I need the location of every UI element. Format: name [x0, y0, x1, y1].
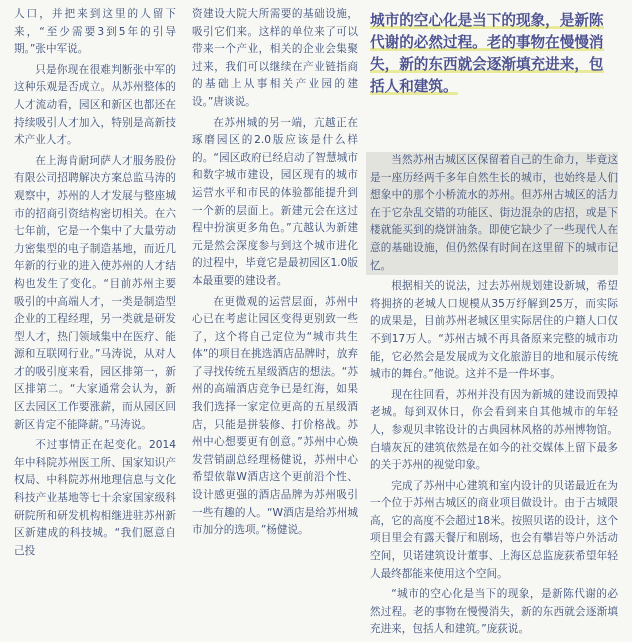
pull-quote — [370, 10, 616, 98]
column1-paragraph-3: 在上海肯耐珂萨人才服务股份有限公司招聘解决方案总监马涛的观察中，苏州的人才发展与整座城市的招商引资结构密切相关。在六七年前，它是一个集中了大量劳动力密集型的电子制造基地，而近几年新的行业的进入使苏州的人才结构也发生了变化。“目前苏州主要吸引的中高端人才，一类是制造型企业的工程经理，另一类就是研发型人才，热门领域集中在医疗、能源和互联网行业。”马涛说，从对人才的吸引度来看，园区排第一，新区排第二。“大家通常会认为，新区去园区工作要涨薪，而从园区回新区肯定不能降薪。”马涛说。 — [14, 154, 176, 431]
column3-paragraph-2: 根据相关的说法，过去苏州规划建设新城，希望将拥挤的老城人口规模从35万纾解到25万，而实际的成果是，目前苏州老城区里实际居住的户籍人口仅不到17万人。“苏州古城不再具备原来完整的城市功能，它必然会是发展成为文化旅游目的地和展示传统城市的舞台。”他说。这并不是一件坏事。 — [370, 280, 618, 381]
column1-paragraph-4: 不过事情正在起变化。2014年中科院苏州医工所、国家知识产权局、中科院苏州地理信息与文化科技产业基地等七十余家国家级科研院所和研发机构相继进驻苏州新区新建成的科技城。“我们愿意自己投 — [14, 439, 176, 557]
column2-paragraph-1: 资建设大院大所需要的基础设施，吸引它们来。这样的单位来了可以带来一个产业，相关的企业会集聚过来，我们可以继续在产业链指商的基础上从事相关产业园的建设。”唐谈说。 — [192, 8, 358, 108]
pull-quote-text: 城市的空心化是当下的现象，是新陈代谢的必然过程。老的事物在慢慢消失，新的东西就会逐渐填充进来，包括人和建筑。 — [370, 12, 604, 95]
column2-paragraph-3: 在更微观的运营层面，苏州中心已在考虑让园区变得更别致一些了，这个将自己定位为“城市共生体”的项目在挑选酒店品牌时，放弃了寻找传统五星级酒店的想法。“苏州的高端酒店竞争已是红海，如果我们选择一家定位更高的五星级酒店，只能是拼装修、打价格战。苏州中心想要更有创意。”苏州中心焕发营销副总经理杨健说，苏州中心希望依靠W酒店这个更前沿个性、设计感更强的酒店品牌为苏州吸引一些有趣的人。“W酒店是给苏州城市加分的选项。”杨健说。 — [192, 295, 358, 537]
article-column-1 — [14, 6, 176, 563]
column3-paragraph-5: “城市的空心化是当下的现象，是新陈代谢的必然过程。老的事物在慢慢消失，新的东西就会逐渐填充进来，包括人和建筑。”庞荻说。 — [370, 588, 618, 636]
column1-paragraph-2: 只是你现在很难判断张中军的这种乐观是否成立。从苏州整体的人才流动看，园区和新区也都还在持续吸引人才加入，特别是高新技术产业人才。 — [14, 63, 176, 147]
column3-paragraph-1: 当然苏州古城区区保留着自己的生命力，毕竟这是一座历经两千多年自然生长的城市，也始终是人们想象中的那个小桥流水的苏州。但苏州古城区的活力在于它杂乱交错的功能区、街边混杂的店招，或是下楼就能买到的烧饼油条。即使它缺少了一些现代人在意的基础设施，但仍然保有时间在这里留下的城市记忆。 — [366, 152, 618, 275]
column3-paragraph-4: 完成了苏州中心建筑和室内设计的贝诺最近在为一个位于苏州古城区的商业项目做设计。由于古城限高，它的高度不会超过18米。按照贝诺的设计，这个项目里会有露天餐厅和剧场，也会有攀岩等户外活动空间，贝诺建筑设计董事、上海区总监庞荻希望年轻人最终都能来使用这个空间。 — [370, 479, 618, 580]
article-column-2 — [192, 6, 358, 543]
column2-paragraph-2: 在苏州城的另一端，亢越正在琢磨园区的2.0版应该是什么样的。“园区政府已经启动了智慧城市和数字城市建设，园区现有的城市运营水平和市民的体验都能提升到一个新的层面上。新建元会在这过程中扮演更多角色。”亢越认为新建元是然会深度参与到这个城市进化的过程中，毕竟它是最初园区1.0版本最重要的建设者。 — [192, 116, 358, 287]
article-column-3 — [370, 152, 618, 642]
column3-paragraph-3: 现在往回看，苏州并没有因为新城的建设而毁掉老城。每到双休日，你会看到来自其他城市的年轻人，参观贝聿铭设计的古典园林风格的苏州博物馆。白墙灰瓦的建筑依然是在如今的社交媒体上留下最多的关于苏州的视觉印象。 — [370, 388, 618, 472]
column1-paragraph-1: 人口，并把来到这里的人留下来，“至少需要3到5年的引导期。”张中军说。 — [14, 8, 176, 56]
